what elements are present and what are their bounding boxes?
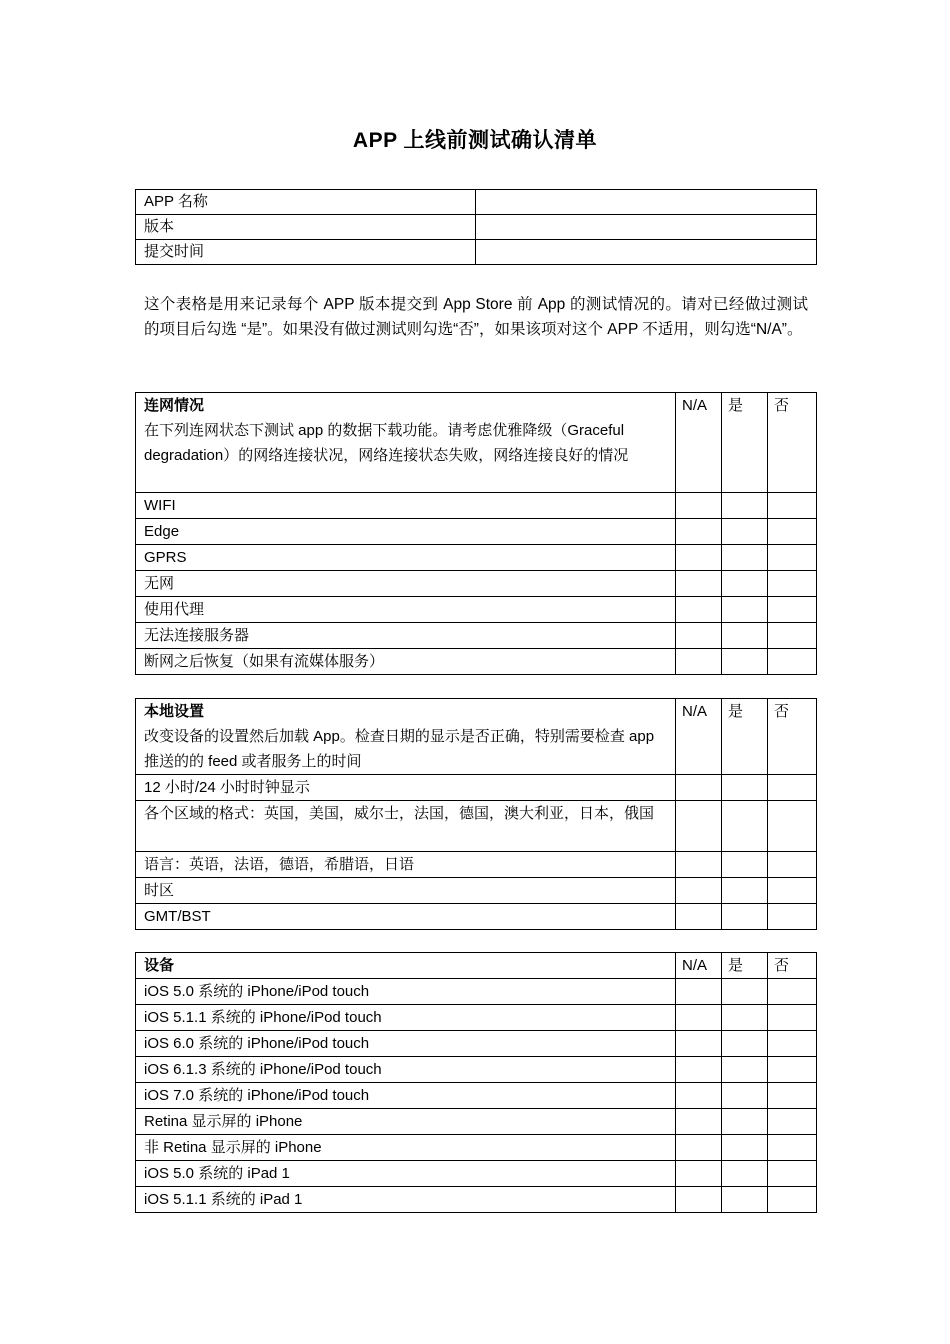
na-checkbox[interactable] xyxy=(676,1005,722,1031)
no-checkbox[interactable] xyxy=(768,1109,817,1135)
table-row xyxy=(136,1005,817,1031)
na-checkbox[interactable] xyxy=(676,852,722,878)
na-checkbox[interactable] xyxy=(676,1187,722,1213)
col-no-header: 否 xyxy=(768,953,817,979)
network-checklist-table xyxy=(135,392,817,675)
na-checkbox[interactable] xyxy=(676,1109,722,1135)
table-row xyxy=(136,545,817,571)
table-header-row xyxy=(136,393,817,493)
locale-header-cell xyxy=(136,699,676,775)
no-checkbox[interactable] xyxy=(768,878,817,904)
devices-heading: 设备 xyxy=(136,953,676,979)
na-checkbox[interactable] xyxy=(676,519,722,545)
col-yes-header: 是 xyxy=(722,953,768,979)
item-label: 无网 xyxy=(136,571,676,597)
no-checkbox[interactable] xyxy=(768,493,817,519)
app-info-table xyxy=(135,189,817,265)
na-checkbox[interactable] xyxy=(676,904,722,930)
yes-checkbox[interactable] xyxy=(722,979,768,1005)
item-label: Edge xyxy=(136,519,676,545)
item-label: GPRS xyxy=(136,545,676,571)
no-checkbox[interactable] xyxy=(768,1057,817,1083)
submit-time-value[interactable] xyxy=(476,240,817,265)
col-na-header: N/A xyxy=(676,393,722,493)
no-checkbox[interactable] xyxy=(768,775,817,801)
item-label: Retina 显示屏的 iPhone xyxy=(136,1109,676,1135)
no-checkbox[interactable] xyxy=(768,545,817,571)
no-checkbox[interactable] xyxy=(768,597,817,623)
no-checkbox[interactable] xyxy=(768,1135,817,1161)
na-checkbox[interactable] xyxy=(676,545,722,571)
na-checkbox[interactable] xyxy=(676,878,722,904)
table-row xyxy=(136,1031,817,1057)
yes-checkbox[interactable] xyxy=(722,801,768,852)
table-row xyxy=(136,190,817,215)
col-yes-header: 是 xyxy=(722,699,768,775)
item-label: iOS 5.1.1 系统的 iPad 1 xyxy=(136,1187,676,1213)
submit-time-label: 提交时间 xyxy=(136,240,476,265)
col-no-header: 否 xyxy=(768,393,817,493)
yes-checkbox[interactable] xyxy=(722,545,768,571)
network-heading: 连网情况 xyxy=(144,397,205,414)
yes-checkbox[interactable] xyxy=(722,493,768,519)
no-checkbox[interactable] xyxy=(768,649,817,675)
col-na-header: N/A xyxy=(676,699,722,775)
network-description: 在下列连网状态下测试 app 的数据下载功能。请考虑优雅降级（Graceful degradation）的网络连接状况，网络连接状态失败，网络连接良好的情况 xyxy=(144,422,629,464)
table-row xyxy=(136,1083,817,1109)
table-row xyxy=(136,775,817,801)
table-row xyxy=(136,1187,817,1213)
table-row xyxy=(136,493,817,519)
yes-checkbox[interactable] xyxy=(722,904,768,930)
yes-checkbox[interactable] xyxy=(722,1057,768,1083)
no-checkbox[interactable] xyxy=(768,519,817,545)
no-checkbox[interactable] xyxy=(768,571,817,597)
table-row xyxy=(136,852,817,878)
na-checkbox[interactable] xyxy=(676,801,722,852)
table-row xyxy=(136,1161,817,1187)
yes-checkbox[interactable] xyxy=(722,571,768,597)
na-checkbox[interactable] xyxy=(676,597,722,623)
item-label: GMT/BST xyxy=(136,904,676,930)
table-row xyxy=(136,215,817,240)
app-name-value[interactable] xyxy=(476,190,817,215)
na-checkbox[interactable] xyxy=(676,979,722,1005)
table-header-row xyxy=(136,699,817,775)
no-checkbox[interactable] xyxy=(768,1005,817,1031)
col-yes-header: 是 xyxy=(722,393,768,493)
item-label: 12 小时/24 小时时钟显示 xyxy=(136,775,676,801)
no-checkbox[interactable] xyxy=(768,801,817,852)
yes-checkbox[interactable] xyxy=(722,1161,768,1187)
item-label: 非 Retina 显示屏的 iPhone xyxy=(136,1135,676,1161)
yes-checkbox[interactable] xyxy=(722,1135,768,1161)
na-checkbox[interactable] xyxy=(676,1135,722,1161)
no-checkbox[interactable] xyxy=(768,1161,817,1187)
na-checkbox[interactable] xyxy=(676,775,722,801)
table-row xyxy=(136,240,817,265)
yes-checkbox[interactable] xyxy=(722,775,768,801)
table-row xyxy=(136,649,817,675)
yes-checkbox[interactable] xyxy=(722,852,768,878)
table-row xyxy=(136,623,817,649)
no-checkbox[interactable] xyxy=(768,979,817,1005)
table-row xyxy=(136,1109,817,1135)
yes-checkbox[interactable] xyxy=(722,519,768,545)
na-checkbox[interactable] xyxy=(676,1083,722,1109)
no-checkbox[interactable] xyxy=(768,623,817,649)
item-label: iOS 5.0 系统的 iPad 1 xyxy=(136,1161,676,1187)
locale-heading: 本地设置 xyxy=(144,703,205,720)
yes-checkbox[interactable] xyxy=(722,1083,768,1109)
na-checkbox[interactable] xyxy=(676,623,722,649)
table-header-row xyxy=(136,953,817,979)
table-row xyxy=(136,904,817,930)
table-row xyxy=(136,519,817,545)
no-checkbox[interactable] xyxy=(768,904,817,930)
page-title: APP 上线前测试确认清单 xyxy=(352,129,598,152)
yes-checkbox[interactable] xyxy=(722,878,768,904)
no-checkbox[interactable] xyxy=(768,852,817,878)
version-value[interactable] xyxy=(476,215,817,240)
item-label: WIFI xyxy=(136,493,676,519)
no-checkbox[interactable] xyxy=(768,1083,817,1109)
col-na-header: N/A xyxy=(676,953,722,979)
yes-checkbox[interactable] xyxy=(722,1005,768,1031)
na-checkbox[interactable] xyxy=(676,1161,722,1187)
yes-checkbox[interactable] xyxy=(722,1031,768,1057)
table-row xyxy=(136,801,817,852)
item-label: 使用代理 xyxy=(136,597,676,623)
no-checkbox[interactable] xyxy=(768,1187,817,1213)
table-row xyxy=(136,979,817,1005)
na-checkbox[interactable] xyxy=(676,649,722,675)
no-checkbox[interactable] xyxy=(768,1031,817,1057)
item-label: iOS 6.1.3 系统的 iPhone/iPod touch xyxy=(136,1057,676,1083)
col-no-header: 否 xyxy=(768,699,817,775)
table-row xyxy=(136,1057,817,1083)
item-label: 时区 xyxy=(136,878,676,904)
table-row xyxy=(136,571,817,597)
yes-checkbox[interactable] xyxy=(722,623,768,649)
item-label: iOS 6.0 系统的 iPhone/iPod touch xyxy=(136,1031,676,1057)
table-row xyxy=(136,1135,817,1161)
item-label: 各个区域的格式：英国，美国，威尔士，法国，德国，澳大利亚，日本，俄国 xyxy=(136,801,676,852)
yes-checkbox[interactable] xyxy=(722,597,768,623)
devices-checklist-table xyxy=(135,952,817,1213)
locale-checklist-table xyxy=(135,698,817,930)
intro-paragraph: 这个表格是用来记录每个 APP 版本提交到 App Store 前 App 的测试情况的。请对已经做过测试的项目后勾选 “是”。如果没有做过测试则勾选“否”，如果该项对这个 APP 不适用，则勾选“N/A”。 xyxy=(144,296,808,338)
yes-checkbox[interactable] xyxy=(722,649,768,675)
table-row xyxy=(136,597,817,623)
item-label: iOS 7.0 系统的 iPhone/iPod touch xyxy=(136,1083,676,1109)
app-name-label: APP 名称 xyxy=(136,190,476,215)
network-header-cell xyxy=(136,393,676,493)
na-checkbox[interactable] xyxy=(676,493,722,519)
item-label: 断网之后恢复（如果有流媒体服务） xyxy=(136,649,676,675)
version-label: 版本 xyxy=(136,215,476,240)
table-row xyxy=(136,878,817,904)
item-label: 语言：英语，法语，德语，希腊语，日语 xyxy=(136,852,676,878)
na-checkbox[interactable] xyxy=(676,1057,722,1083)
yes-checkbox[interactable] xyxy=(722,1109,768,1135)
locale-description: 改变设备的设置然后加载 App。检查日期的显示是否正确，特别需要检查 app 推送的的 feed 或者服务上的时间 xyxy=(144,728,655,770)
item-label: iOS 5.1.1 系统的 iPhone/iPod touch xyxy=(136,1005,676,1031)
na-checkbox[interactable] xyxy=(676,1031,722,1057)
na-checkbox[interactable] xyxy=(676,571,722,597)
item-label: 无法连接服务器 xyxy=(136,623,676,649)
item-label: iOS 5.0 系统的 iPhone/iPod touch xyxy=(136,979,676,1005)
yes-checkbox[interactable] xyxy=(722,1187,768,1213)
